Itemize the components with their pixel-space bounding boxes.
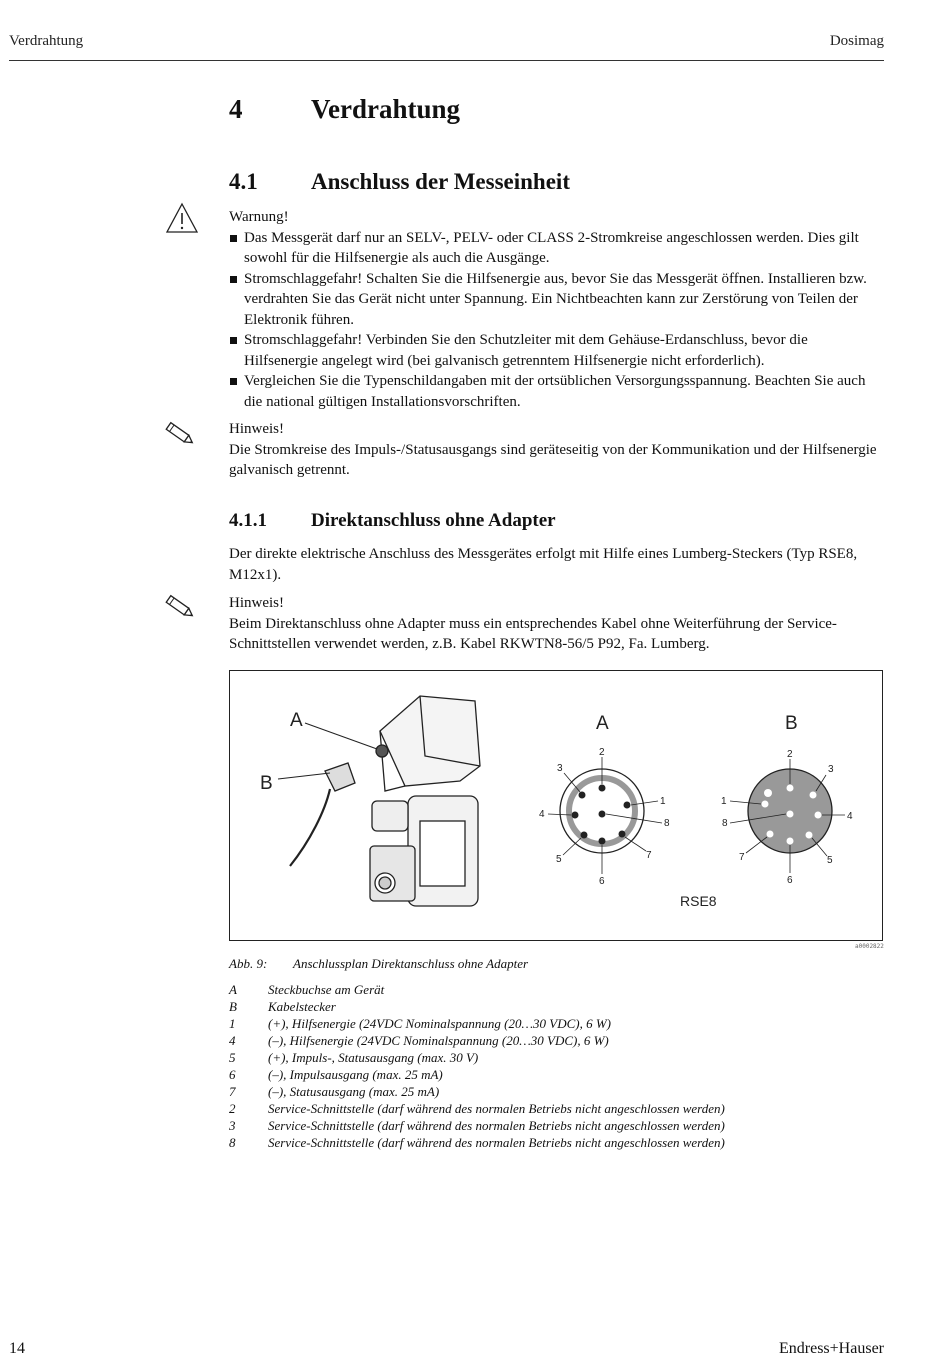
running-header-left: Verdrahtung	[9, 33, 84, 49]
label-b-connector: B	[785, 713, 798, 734]
legend-key: 4	[229, 1033, 236, 1048]
legend-key: 8	[229, 1135, 236, 1150]
label-a-connector: A	[596, 713, 609, 734]
warning-title: Warnung!	[229, 209, 289, 225]
chapter-title: Verdrahtung	[311, 94, 461, 124]
legend-row	[229, 998, 725, 1015]
pin-label-b: 6	[787, 875, 793, 886]
connector-type-label: RSE8	[680, 893, 717, 909]
page-number: 14	[9, 1340, 25, 1357]
legend-text: (–), Impulsausgang (max. 25 mA)	[268, 1067, 443, 1082]
legend-key: 6	[229, 1067, 236, 1082]
note-title: Hinweis!	[229, 595, 284, 611]
caption-text: Anschlussplan Direktanschluss ohne Adapter	[293, 956, 529, 971]
section-heading	[229, 169, 570, 195]
section-title: Anschluss der Messeinheit	[311, 169, 570, 194]
legend-text: Kabelstecker	[268, 999, 336, 1014]
label-a-callout: A	[290, 710, 303, 731]
pin-label-a: 5	[556, 854, 562, 865]
legend-key: 5	[229, 1050, 236, 1065]
caption-label: Abb. 9:	[229, 956, 268, 971]
pin-label-b: 1	[721, 796, 727, 807]
legend-text: (+), Impuls-, Statusausgang (max. 30 V)	[268, 1050, 479, 1065]
pin-label-a: 2	[599, 747, 605, 758]
legend-key: A	[229, 982, 237, 997]
legend-key: 1	[229, 1016, 236, 1031]
pin-label-b: 7	[739, 852, 745, 863]
pin-label-a: 3	[557, 763, 563, 774]
legend-row	[229, 1049, 725, 1066]
figure-caption	[229, 956, 528, 972]
connection-figure	[229, 670, 883, 941]
warning-item: Stromschlaggefahr! Verbinden Sie den Schutzleiter mit dem Gehäuse-Erdanschluss, bevor die Hilfsenergie angelegt wird (bei galvanisch getrenntem Hilfsenergie nicht erforderlich).	[229, 330, 884, 371]
note-text: Beim Direktanschluss ohne Adapter muss ein entsprechendes Kabel ohne Weiterführung der Service-Schnittstellen verwendet werden, z.B. Kabel RKWTN8-56/5 P92, Fa. Lumberg.	[229, 615, 837, 652]
pin-label-a: 7	[646, 850, 652, 861]
note-block-1	[229, 419, 884, 481]
intro-paragraph: Der direkte elektrische Anschluss des Messgerätes erfolgt mit Hilfe eines Lumberg-Steckers (Typ RSE8, M12x1).	[229, 546, 858, 583]
legend-row	[229, 1066, 725, 1083]
legend-row	[229, 1083, 725, 1100]
pin-label-b: 2	[787, 749, 793, 760]
pin-label-b: 3	[828, 764, 834, 775]
section-number: 4.1	[229, 169, 258, 194]
pin-label-b: 4	[847, 811, 853, 822]
note-text: Die Stromkreise des Impuls-/Statusausgangs sind geräteseitig von der Kommunikation und der Hilfsenergie galvanisch getrennt.	[229, 441, 877, 478]
legend-key: 3	[229, 1118, 236, 1133]
legend-text: Steckbuchse am Gerät	[268, 982, 385, 997]
pin-label-a: 4	[539, 809, 545, 820]
pin-label-b: 8	[722, 818, 728, 829]
legend-text: Service-Schnittstelle (darf während des normalen Betriebs nicht angeschlossen werden)	[268, 1135, 725, 1150]
legend-row	[229, 1100, 725, 1117]
legend-row	[229, 1117, 725, 1134]
connection-diagram	[230, 671, 882, 940]
chapter-number: 4	[229, 94, 243, 124]
warning-list	[229, 228, 884, 413]
legend-key: 2	[229, 1101, 236, 1116]
label-b-callout: B	[260, 773, 273, 794]
legend-text: Service-Schnittstelle (darf während des normalen Betriebs nicht angeschlossen werden)	[268, 1118, 725, 1133]
note-title: Hinweis!	[229, 421, 284, 437]
legend-text: (–), Hilfsenergie (24VDC Nominalspannung (20…30 VDC), 6 W)	[268, 1033, 609, 1048]
legend-text: Service-Schnittstelle (darf während des normalen Betriebs nicht angeschlossen werden)	[268, 1101, 725, 1116]
legend-row	[229, 1134, 725, 1151]
figure-id: a0002822	[855, 943, 884, 950]
subsection-title: Direktanschluss ohne Adapter	[311, 510, 556, 531]
figure-legend	[229, 981, 725, 1151]
note-block-2	[229, 593, 884, 655]
warning-item: Vergleichen Sie die Typenschildangaben mit der ortsüblichen Versorgungsspannung. Beachten Sie auch die national gültigen Installationsvorschriften.	[229, 371, 884, 412]
warning-item: Stromschlaggefahr! Schalten Sie die Hilfsenergie aus, bevor Sie das Messgerät öffnen. Installieren bzw. verdrahten Sie das Gerät nicht unter Spannung. Ein Nichtbeachten kann zur Zerstörung von Teilen der Elektronik führen.	[229, 269, 884, 331]
pin-label-a: 6	[599, 876, 605, 887]
pencil-note-icon	[162, 593, 198, 621]
running-header-right: Dosimag	[829, 33, 884, 49]
legend-row	[229, 1015, 725, 1032]
legend-text: (–), Statusausgang (max. 25 mA)	[268, 1084, 440, 1099]
legend-key: 7	[229, 1084, 236, 1099]
warning-triangle-icon	[165, 202, 199, 234]
header-rule	[9, 60, 884, 61]
pin-label-b: 5	[827, 855, 833, 866]
legend-text: (+), Hilfsenergie (24VDC Nominalspannung (20…30 VDC), 6 W)	[268, 1016, 612, 1031]
warning-block	[229, 207, 884, 412]
legend-row	[229, 1032, 725, 1049]
subsection-heading	[229, 510, 556, 532]
legend-key: B	[229, 999, 237, 1014]
pin-label-a: 8	[664, 818, 670, 829]
legend-row	[229, 981, 725, 998]
chapter-heading	[229, 94, 460, 125]
subsection-number: 4.1.1	[229, 510, 267, 531]
brand-name: Endress+Hauser	[779, 1340, 884, 1357]
pencil-note-icon	[162, 420, 198, 448]
pin-label-a: 1	[660, 796, 666, 807]
warning-item: Das Messgerät darf nur an SELV-, PELV- oder CLASS 2-Stromkreise angeschlossen werden. Dies gilt sowohl für die Hilfsenergie als auch die Ausgänge.	[229, 228, 884, 269]
